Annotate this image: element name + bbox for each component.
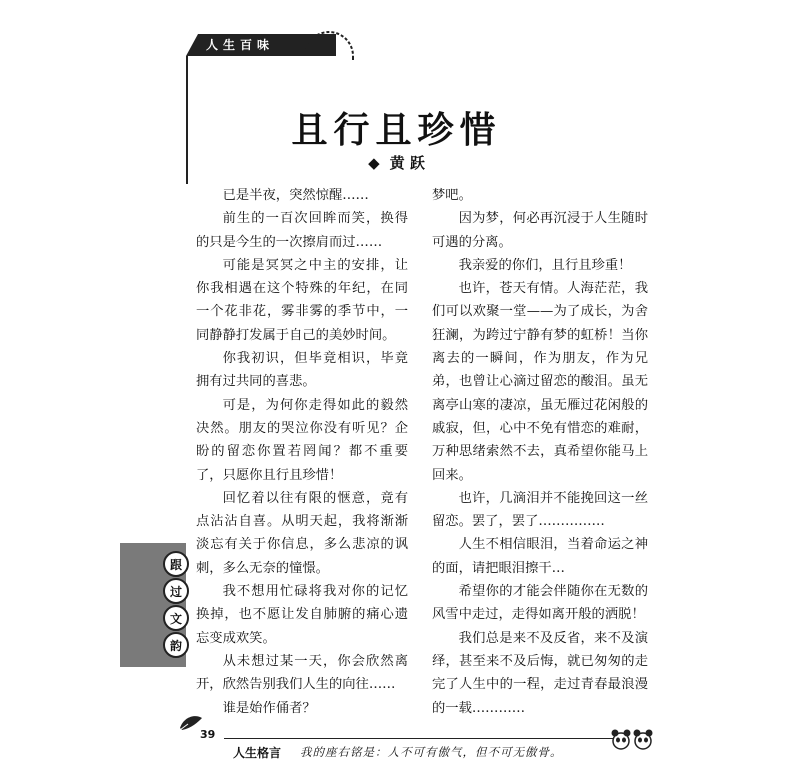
paragraph: 可能是冥冥之中主的安排，让你我相遇在这个特殊的年纪，在同一个花非花，雾非雾的季节中，一同静静打发属于自己的美妙时间。: [196, 257, 408, 343]
paragraph: 人生不相信眼泪，当着命运之神的面，请把眼泪擦干…: [432, 537, 648, 576]
side-tab-char: 过: [163, 578, 189, 604]
paragraph: 谁是始作俑者？: [222, 700, 316, 716]
article-title: 且行且珍惜: [291, 109, 502, 151]
author-name: 黄 跃: [389, 154, 425, 172]
paragraph: 我亲爱的你们，且行且珍重！: [458, 257, 632, 273]
paragraph: 我不想用忙碌将我对你的记忆换掉，也不愿让发自肺腑的痛心遗忘变成欢笑。: [196, 584, 408, 646]
section-header-title: 人生百味: [206, 38, 275, 52]
side-tab-label: [163, 551, 189, 658]
paragraph: 回忆着以往有限的惬意，竟有点沾沾自喜。从明天起，我将渐渐淡忘有关于你信息，多么悲凉的讽刺，多么无奈的憧憬。: [196, 490, 408, 576]
paragraph: 前生的一百次回眸而笑，换得的只是今生的一次擦肩而过……: [196, 211, 408, 250]
paragraph-continuation: 梦吧。: [432, 188, 472, 203]
paragraph: 可是，为何你走得如此的毅然决然。朋友的哭泣你没有听见？企盼的留恋你置若罔闻？都不重要了，只愿你且行且珍惜！: [196, 397, 408, 483]
paragraph: 希望你的才能会伴随你在无数的风雪中走过，走得如离开般的洒脱！: [432, 584, 648, 623]
article-author-line: [0, 152, 793, 173]
paragraph: 也许，苍天有情。人海茫茫，我们可以欢聚一堂——为了成长，为舍狂澜，为跨过宁静有梦的虹桥！当你离去的一瞬间，作为朋友，作为兄弟，也曾让心滴过留恋的酸泪。虽无离亭山寒的凄凉，虽无雁过花闲般的戚寂，但，心中不免有惜恋的难耐，万种思绪索然不去，真希望你能马上回来。: [432, 281, 648, 483]
right-column: [432, 184, 648, 720]
paragraph: 我们总是来不及反省，来不及演绎，甚至来不及后悔，就已匆匆的走完了人生中的一程，走过青春最浪漫的一载…………: [432, 630, 648, 716]
paragraph: 从未想过某一天，你会欣然离开，欣然告别我们人生的向往……: [196, 653, 408, 693]
paragraph: 已是半夜，突然惊醒……: [222, 188, 369, 203]
header-dashed-arc: [300, 10, 360, 60]
paragraph: 因为梦，何必再沉浸于人生随时可遇的分离。: [432, 211, 648, 250]
diamond-icon: ◆: [368, 154, 380, 172]
left-column: [196, 184, 408, 720]
footer-label: 人生格言: [233, 746, 282, 760]
paragraph: 也许，几滴泪并不能挽回这一丝留恋。罢了，罢了……………: [432, 490, 648, 530]
page-number: 39: [200, 728, 216, 741]
panda-pair-icon: [610, 726, 654, 754]
side-tab-char: 文: [163, 605, 189, 631]
side-tab-char: 韵: [163, 632, 189, 658]
side-tab-char: 跟: [163, 551, 189, 577]
paragraph: 你我初识，但毕竟相识，毕竟拥有过共同的喜悲。: [196, 351, 408, 390]
footer-rule: [224, 738, 614, 739]
footer-motto: 我的座右铭是：人不可有傲气，但不可无傲骨。: [300, 745, 563, 759]
